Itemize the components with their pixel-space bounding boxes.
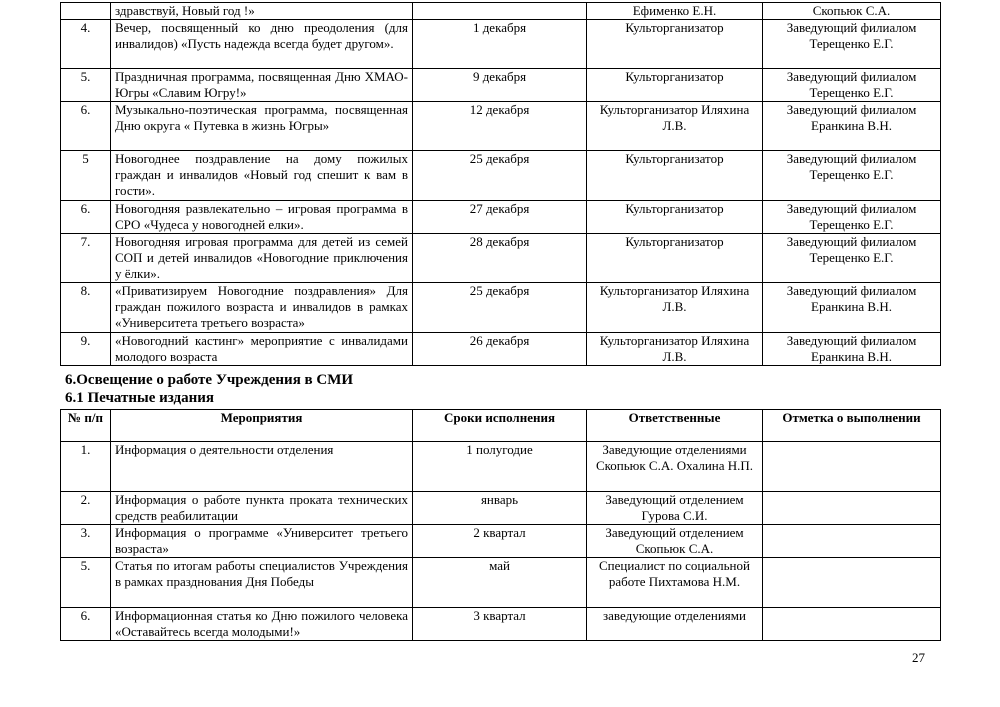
event-responsible: Культорганизатор (587, 151, 763, 201)
media-mark (763, 442, 941, 492)
event-date: 9 декабря (413, 69, 587, 102)
media-responsible: Заведующие отделениями Скопьюк С.А. Охалина Н.П. (587, 442, 763, 492)
page-number: 27 (912, 650, 925, 665)
event-supervisor: Заведующий филиалом Терещенко Е.Г. (763, 20, 941, 69)
subsection-heading: 6.1 Печатные издания (65, 390, 215, 406)
event-supervisor: Заведующий филиалом Терещенко Е.Г. (763, 234, 941, 283)
row-number: 1. (61, 442, 111, 492)
media-event: Информация о программе «Университет третьего возраста» (111, 525, 413, 558)
media-deadline: январь (413, 492, 587, 525)
event-date: 25 декабря (413, 151, 587, 201)
event-title: Новогоднее поздравление на дому пожилых граждан и инвалидов «Новый год спешит к вам в гости». (111, 151, 413, 201)
event-title: здравствуй, Новый год !» (111, 3, 413, 20)
header-event: Мероприятия (111, 410, 413, 442)
media-mark (763, 558, 941, 608)
media-responsible: Специалист по социальной работе Пихтамова Н.М. (587, 558, 763, 608)
event-title: «Приватизируем Новогодние поздравления» Для граждан пожилого возраста и инвалидов в рамках «Университета третьего возраста» (111, 283, 413, 333)
row-number (61, 3, 111, 20)
media-deadline: 1 полугодие (413, 442, 587, 492)
event-responsible: Культорганизатор Иляхина Л.В. (587, 102, 763, 151)
events-table-body (61, 3, 941, 366)
table-row (61, 283, 941, 333)
row-number: 5 (61, 151, 111, 201)
event-title: Вечер, посвященный ко дню преодоления (для инвалидов) «Пусть надежда всегда будет другом». (111, 20, 413, 69)
row-number: 2. (61, 492, 111, 525)
media-deadline: 3 квартал (413, 608, 587, 641)
media-table-header-row (61, 410, 941, 442)
event-title: «Новогодний кастинг» мероприятие с инвалидами молодого возраста (111, 333, 413, 366)
event-responsible: Культорганизатор (587, 201, 763, 234)
table-row (61, 442, 941, 492)
table-row (61, 525, 941, 558)
event-responsible: Культорганизатор (587, 69, 763, 102)
event-supervisor: Заведующий филиалом Терещенко Е.Г. (763, 151, 941, 201)
event-responsible: Культорганизатор Иляхина Л.В. (587, 283, 763, 333)
row-number: 8. (61, 283, 111, 333)
media-event: Информация о работе пункта проката технических средств реабилитации (111, 492, 413, 525)
row-number: 9. (61, 333, 111, 366)
event-date: 26 декабря (413, 333, 587, 366)
media-event: Информация о деятельности отделения (111, 442, 413, 492)
media-mark (763, 492, 941, 525)
event-date: 1 декабря (413, 20, 587, 69)
media-deadline: май (413, 558, 587, 608)
event-supervisor: Заведующий филиалом Еранкина В.Н. (763, 333, 941, 366)
row-number: 6. (61, 102, 111, 151)
media-deadline: 2 квартал (413, 525, 587, 558)
table-row (61, 201, 941, 234)
header-num: № п/п (61, 410, 111, 442)
table-row (61, 69, 941, 102)
event-supervisor: Заведующий филиалом Терещенко Е.Г. (763, 69, 941, 102)
table-row (61, 234, 941, 283)
row-number: 3. (61, 525, 111, 558)
event-date: 25 декабря (413, 283, 587, 333)
media-responsible: Заведующий отделением Гурова С.И. (587, 492, 763, 525)
row-number: 7. (61, 234, 111, 283)
event-title: Новогодняя игровая программа для детей из семей СОП и детей инвалидов «Новогодние приключения у ёлки». (111, 234, 413, 283)
row-number: 6. (61, 201, 111, 234)
row-number: 5. (61, 558, 111, 608)
event-supervisor: Заведующий филиалом Еранкина В.Н. (763, 102, 941, 151)
event-title: Праздничная программа, посвященная Дню ХМАО-Югры «Славим Югру!» (111, 69, 413, 102)
event-date: 12 декабря (413, 102, 587, 151)
media-mark (763, 608, 941, 641)
table-row (61, 558, 941, 608)
media-event: Информационная статья ко Дню пожилого человека «Оставайтесь всегда молодыми!» (111, 608, 413, 641)
events-table (60, 2, 941, 366)
row-number: 5. (61, 69, 111, 102)
table-row (61, 492, 941, 525)
event-title: Музыкально-поэтическая программа, посвященная Дню округа « Путевка в жизнь Югры» (111, 102, 413, 151)
event-date: 28 декабря (413, 234, 587, 283)
event-supervisor: Скопьюк С.А. (763, 3, 941, 20)
table-row (61, 3, 941, 20)
row-number: 6. (61, 608, 111, 641)
table-row (61, 333, 941, 366)
section-heading: 6.Освещение о работе Учреждения в СМИ (65, 372, 354, 388)
table-row (61, 608, 941, 641)
header-deadline: Сроки исполнения (413, 410, 587, 442)
event-date: 27 декабря (413, 201, 587, 234)
media-table (60, 409, 941, 641)
event-supervisor: Заведующий филиалом Терещенко Е.Г. (763, 201, 941, 234)
header-responsible: Ответственные (587, 410, 763, 442)
media-responsible: заведующие отделениями (587, 608, 763, 641)
event-responsible: Ефименко Е.Н. (587, 3, 763, 20)
media-event: Статья по итогам работы специалистов Учреждения в рамках празднования Дня Победы (111, 558, 413, 608)
media-table-body (61, 442, 941, 641)
table-row (61, 102, 941, 151)
event-responsible: Культорганизатор Иляхина Л.В. (587, 333, 763, 366)
table-row (61, 20, 941, 69)
event-title: Новогодняя развлекательно – игровая программа в СРО «Чудеса у новогодней елки». (111, 201, 413, 234)
row-number: 4. (61, 20, 111, 69)
media-responsible: Заведующий отделением Скопьюк С.А. (587, 525, 763, 558)
media-mark (763, 525, 941, 558)
event-responsible: Культорганизатор (587, 20, 763, 69)
table-row (61, 151, 941, 201)
event-responsible: Культорганизатор (587, 234, 763, 283)
header-mark: Отметка о выполнении (763, 410, 941, 442)
event-supervisor: Заведующий филиалом Еранкина В.Н. (763, 283, 941, 333)
event-date (413, 3, 587, 20)
